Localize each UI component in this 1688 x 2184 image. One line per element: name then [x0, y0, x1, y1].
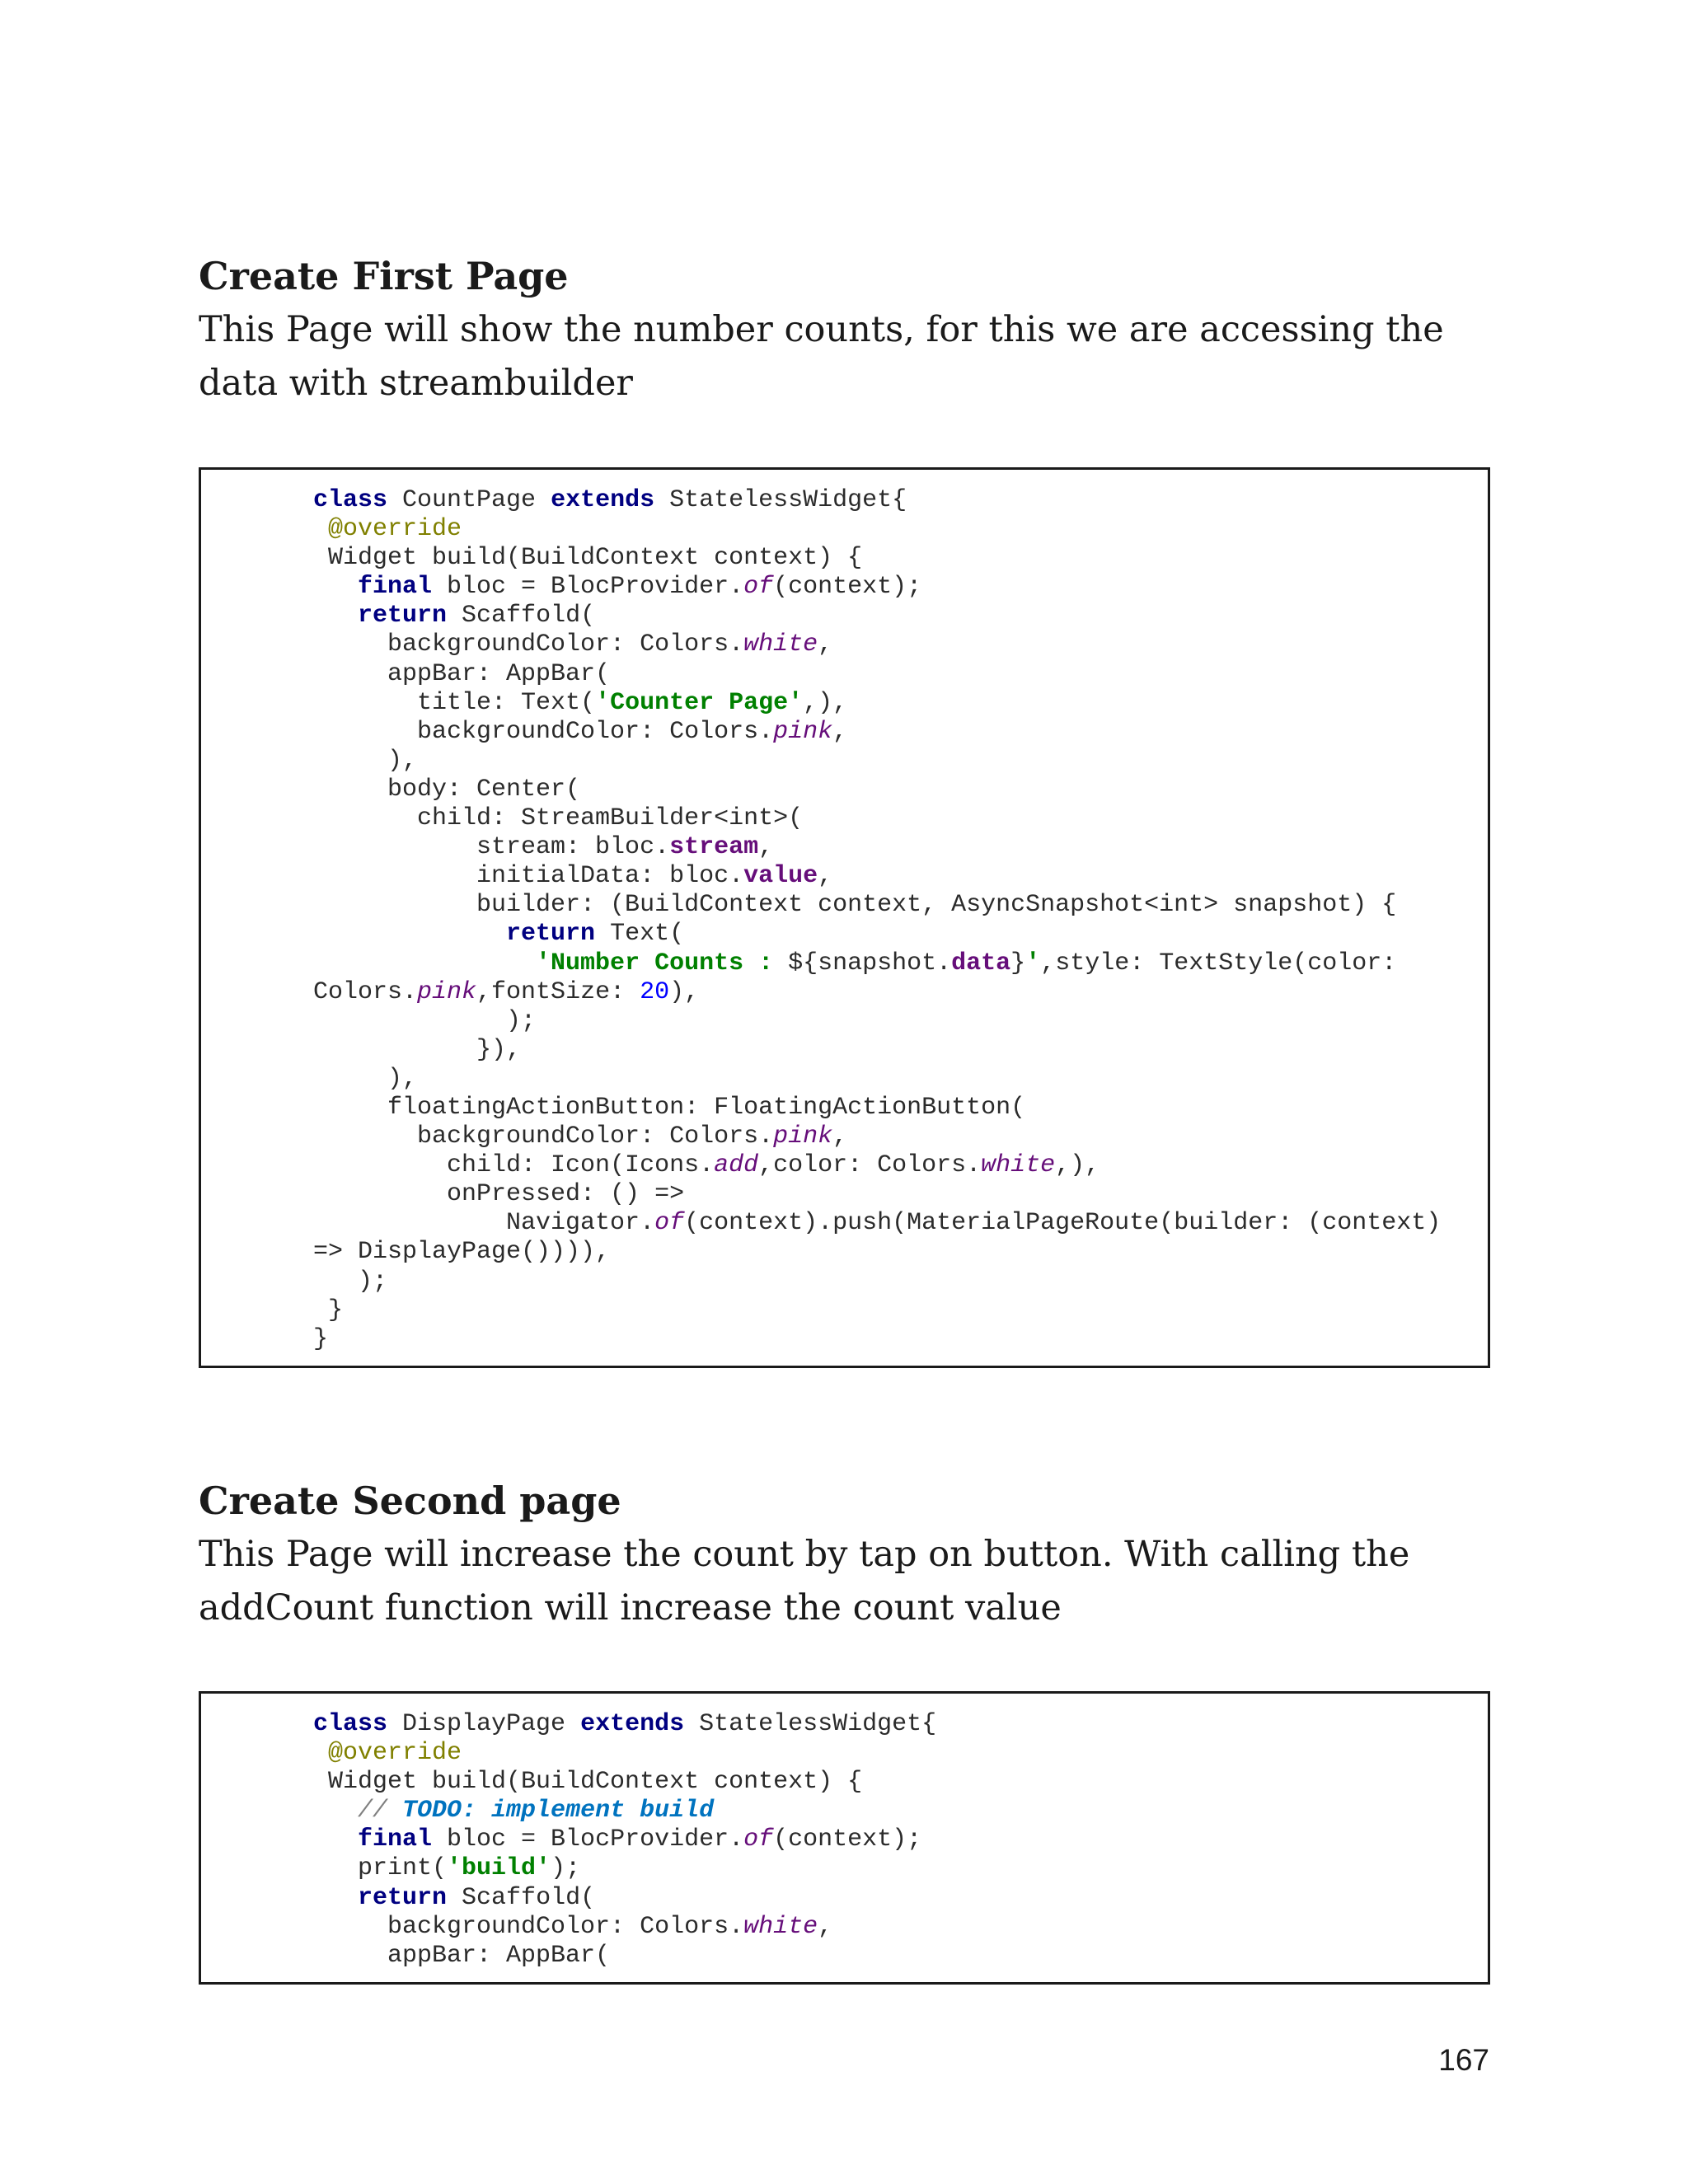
code-line [313, 1942, 936, 1971]
code-token: (context); [773, 1825, 922, 1854]
code-line [313, 1238, 1441, 1267]
code-token: ,color: Colors. [758, 1151, 982, 1180]
code-token [313, 1797, 358, 1825]
code-line [313, 1036, 1441, 1065]
code-token: Widget build(BuildContext context) { [313, 544, 863, 573]
code-token [313, 1884, 358, 1912]
code-token: pink [773, 1122, 833, 1151]
code-token: (context); [773, 573, 922, 602]
code-token: final [358, 1825, 433, 1854]
code-line [313, 718, 1441, 747]
section-paragraph-first-page: This Page will show the number counts, for this we are accessing the data with streambuilder [199, 309, 1444, 404]
code-line [313, 804, 1441, 833]
code-token: ,style: TextStyle(color: [1040, 949, 1397, 977]
code-line [313, 573, 1441, 602]
code-token: white [743, 630, 818, 659]
section-heading-second-page: Create Second page [199, 1479, 621, 1523]
code-token: child: StreamBuilder<int>( [313, 804, 804, 833]
code-token [313, 1739, 328, 1767]
code-token: Scaffold( [447, 1883, 596, 1912]
code-token: return [358, 602, 448, 630]
code-token: ' [1025, 949, 1041, 977]
code-token: ,), [1055, 1151, 1100, 1180]
code-token: => DisplayPage()))), [313, 1238, 611, 1267]
code-token [313, 515, 328, 543]
code-token: 20 [640, 977, 670, 1006]
code-token: TODO: implement build [402, 1797, 715, 1825]
code-token: builder: (BuildContext context, AsyncSnapshot<int> snapshot) { [313, 891, 1397, 920]
code-line [313, 1094, 1441, 1122]
code-line [313, 862, 1441, 891]
code-token: add [714, 1151, 759, 1180]
code-line [313, 949, 1441, 978]
code-token: value [743, 862, 818, 891]
code-line [313, 602, 1441, 630]
code-token: CountPage [387, 486, 551, 514]
code-line [313, 1065, 1441, 1094]
code-listing [313, 486, 1441, 1354]
code-token: StatelessWidget{ [654, 486, 907, 514]
code-token: title: Text( [313, 688, 596, 717]
code-token: body: Center( [313, 775, 581, 804]
code-token: ,), [803, 688, 848, 717]
code-token: , [832, 717, 848, 746]
code-token: } [1010, 949, 1026, 977]
code-token: of [743, 1825, 774, 1854]
code-token: final [358, 573, 433, 602]
code-line [313, 689, 1441, 718]
code-line [313, 833, 1441, 862]
code-token: pink [773, 717, 833, 746]
code-token: // [358, 1797, 403, 1825]
code-token: 'Counter Page' [595, 688, 804, 717]
code-token [313, 949, 536, 977]
code-line [313, 1768, 936, 1797]
code-token: extends [580, 1710, 685, 1738]
code-token: ,fontSize: [476, 977, 640, 1006]
code-token: ), [313, 1064, 418, 1093]
code-token: Colors. [313, 977, 418, 1006]
code-token: Widget build(BuildContext context) { [313, 1768, 863, 1797]
code-token: of [654, 1209, 685, 1238]
code-token: floatingActionButton: FloatingActionButton( [313, 1093, 1026, 1122]
code-line [313, 1180, 1441, 1209]
code-line [313, 1007, 1441, 1036]
code-token: ${snapshot. [788, 949, 952, 977]
code-line [313, 920, 1441, 949]
code-line [313, 660, 1441, 689]
code-token: ); [313, 1006, 537, 1035]
code-token: print( [313, 1854, 448, 1883]
code-line [313, 1913, 936, 1942]
code-line [313, 1739, 936, 1768]
code-token: initialData: bloc. [313, 862, 744, 891]
code-token: Text( [595, 920, 685, 949]
code-token: , [818, 630, 833, 659]
code-token: white [981, 1151, 1056, 1180]
code-token: class [313, 486, 388, 514]
code-block-display-page [199, 1691, 1490, 1985]
code-token [313, 602, 358, 630]
code-token: backgroundColor: Colors. [313, 630, 744, 659]
code-block-count-page [199, 467, 1490, 1368]
code-token: }), [313, 1035, 522, 1064]
code-line [313, 630, 1441, 659]
code-line [313, 978, 1441, 1007]
code-token: bloc = BlocProvider. [432, 573, 744, 602]
code-token: , [818, 862, 833, 891]
code-token: @override [328, 1739, 462, 1768]
code-line [313, 891, 1441, 920]
code-token: ), [313, 746, 418, 775]
code-token: , [818, 1912, 833, 1941]
code-token: class [313, 1710, 388, 1738]
code-token: backgroundColor: Colors. [313, 1122, 774, 1151]
code-token: ); [313, 1267, 388, 1296]
code-line [313, 1209, 1441, 1238]
code-line [313, 1296, 1441, 1325]
code-token: child: Icon(Icons. [313, 1151, 715, 1180]
code-token: return [506, 920, 596, 949]
code-line [313, 1797, 936, 1825]
code-line [313, 776, 1441, 804]
code-token: bloc = BlocProvider. [432, 1825, 744, 1854]
page-number: 167 [1438, 2043, 1489, 2077]
code-token: DisplayPage [387, 1710, 581, 1738]
code-token: backgroundColor: Colors. [313, 1912, 744, 1941]
code-token [313, 1825, 358, 1854]
code-line [313, 1825, 936, 1854]
section-paragraph-second-page: This Page will increase the count by tap on button. With calling the addCount function will increase the count value [199, 1534, 1410, 1629]
code-line [313, 1854, 936, 1883]
code-token: stream: bloc. [313, 833, 670, 862]
code-line [313, 1710, 936, 1739]
code-token: 'build' [447, 1854, 551, 1883]
code-token: } [313, 1324, 329, 1353]
code-token [313, 573, 358, 601]
code-token: of [743, 573, 774, 602]
code-token: ); [551, 1854, 581, 1883]
code-line [313, 747, 1441, 776]
code-token: , [832, 1122, 848, 1151]
code-token: Scaffold( [447, 602, 596, 630]
code-token: } [313, 1296, 344, 1324]
code-token: (context).push(MaterialPageRoute(builder: (context) [684, 1209, 1442, 1238]
code-token [313, 920, 506, 948]
code-line [313, 1151, 1441, 1180]
code-token: appBar: AppBar( [313, 659, 611, 688]
code-token: StatelessWidget{ [684, 1710, 937, 1738]
code-line [313, 544, 1441, 573]
code-token: stream [669, 833, 759, 862]
code-token: backgroundColor: Colors. [313, 717, 774, 746]
code-token: return [358, 1883, 448, 1912]
code-listing [313, 1710, 936, 1971]
code-token: ), [669, 977, 700, 1006]
code-token: white [743, 1912, 818, 1941]
section-heading-first-page: Create First Page [199, 254, 569, 298]
code-token: appBar: AppBar( [313, 1941, 611, 1970]
code-line [313, 515, 1441, 544]
code-token: Navigator. [313, 1209, 655, 1238]
code-token: pink [417, 977, 477, 1006]
code-token: extends [551, 486, 655, 514]
code-line [313, 1884, 936, 1913]
code-token: 'Number Counts : [536, 949, 789, 977]
code-token: @override [328, 515, 462, 544]
code-token: onPressed: () => [313, 1180, 685, 1209]
code-token: data [951, 949, 1011, 977]
code-line [313, 1325, 1441, 1354]
code-line [313, 1268, 1441, 1296]
code-line [313, 1122, 1441, 1151]
code-line [313, 486, 1441, 515]
code-token: , [758, 833, 774, 862]
